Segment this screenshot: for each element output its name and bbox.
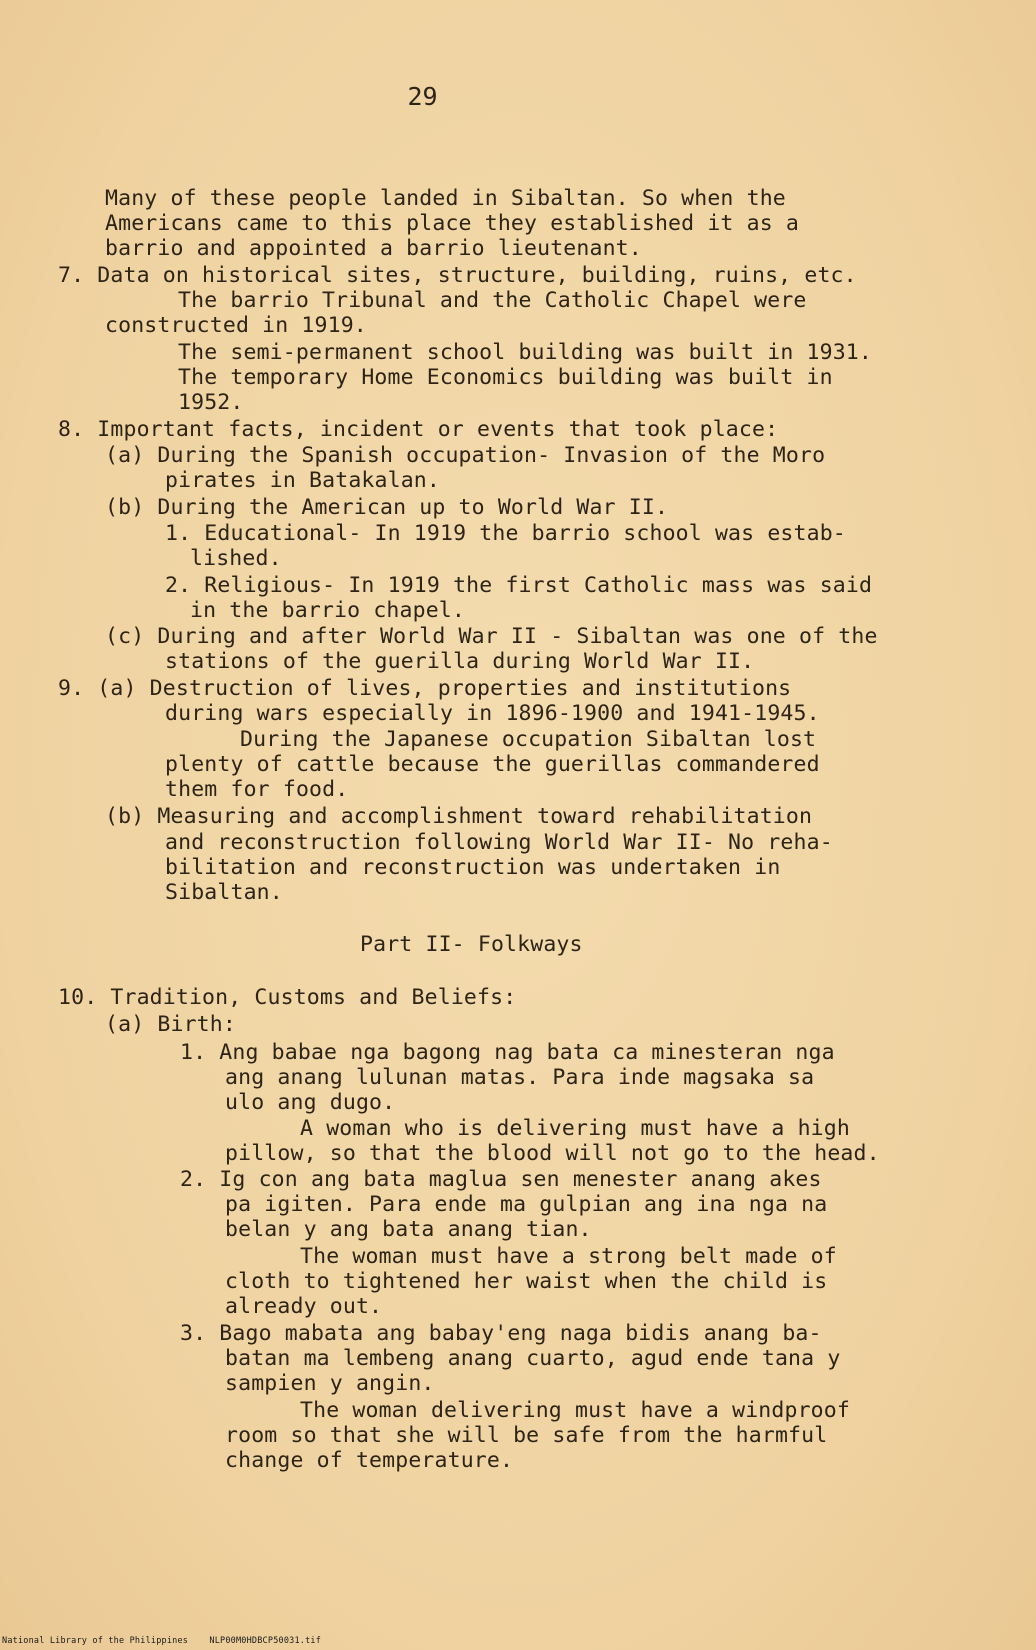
text-line: ang anang lulunan matas. Para inde magsaka sa <box>225 1065 815 1090</box>
text-line: in the barrio chapel. <box>190 598 465 623</box>
text-line: The woman must have a strong belt made of <box>300 1244 837 1269</box>
text-line: them for food. <box>165 777 349 802</box>
text-line: 7. Data on historical sites, structure, building, ruins, etc. <box>58 263 857 288</box>
text-line: during wars especially in 1896-1900 and 1941-1945. <box>165 701 820 726</box>
text-line: The barrio Tribunal and the Catholic Chapel were <box>178 288 807 313</box>
text-line: batan ma lembeng anang cuarto, agud ende tana y <box>225 1346 841 1371</box>
text-line: cloth to tightened her waist when the child is <box>225 1269 828 1294</box>
section-heading: Part II- Folkways <box>360 932 583 957</box>
text-line: barrio and appointed a barrio lieutenant. <box>105 236 642 261</box>
text-line: bilitation and reconstruction was undertaken in <box>165 855 781 880</box>
text-line: change of temperature. <box>225 1448 514 1473</box>
text-line: Sibaltan. <box>165 880 283 905</box>
text-line: 2. Ig con ang bata maglua sen menester anang akes <box>180 1167 822 1192</box>
text-line: plenty of cattle because the guerillas commandered <box>165 752 820 777</box>
text-line: pa igiten. Para ende ma gulpian ang ina nga na <box>225 1192 828 1217</box>
text-line: Americans came to this place they established it as a <box>105 211 799 236</box>
text-line: 8. Important facts, incident or events that took place: <box>58 417 779 442</box>
text-line: During the Japanese occupation Sibaltan lost <box>240 727 817 752</box>
text-line: lished. <box>190 546 282 571</box>
text-line: already out. <box>225 1294 383 1319</box>
text-line: (c) During and after World War II - Sibaltan was one of the <box>105 624 878 649</box>
text-line: room so that she will be safe from the harmful <box>225 1423 828 1448</box>
text-line: and reconstruction following World War II- No reha- <box>165 830 833 855</box>
text-line: The woman delivering must have a windproof <box>300 1398 850 1423</box>
text-line: 1. Ang babae nga bagong nag bata ca minesteran nga <box>180 1040 835 1065</box>
page-number: 29 <box>407 82 438 111</box>
text-line: A woman who is delivering must have a high <box>300 1116 850 1141</box>
text-line: The temporary Home Economics building was built in <box>178 365 833 390</box>
text-line: pirates in Batakalan. <box>165 468 440 493</box>
text-line: Many of these people landed in Sibaltan. So when the <box>105 186 786 211</box>
text-line: The semi-permanent school building was built in 1931. <box>178 340 872 365</box>
text-line: 9. (a) Destruction of lives, properties and institutions <box>58 676 792 701</box>
text-line: (a) During the Spanish occupation- Invasion of the Moro <box>105 443 826 468</box>
text-line: (b) Measuring and accomplishment toward rehabilitation <box>105 804 813 829</box>
text-line: 3. Bago mabata ang babay'eng naga bidis anang ba- <box>180 1321 822 1346</box>
text-line: 1952. <box>178 390 244 415</box>
text-line: stations of the guerilla during World War II. <box>165 649 755 674</box>
text-line: (b) During the American up to World War II. <box>105 495 669 520</box>
text-line: 10. Tradition, Customs and Beliefs: <box>58 985 517 1010</box>
text-line: constructed in 1919. <box>105 313 367 338</box>
text-line: 1. Educational- In 1919 the barrio school was estab- <box>165 521 846 546</box>
text-line: 2. Religious- In 1919 the first Catholic mass was said <box>165 573 873 598</box>
text-line: pillow, so that the blood will not go to the head. <box>225 1141 880 1166</box>
archive-footer: National Library of the Philippines NLP00M0HDBCP50031.tif <box>2 1636 322 1646</box>
text-line: ulo ang dugo. <box>225 1090 396 1115</box>
text-line: sampien y angin. <box>225 1371 435 1396</box>
text-line: belan y ang bata anang tian. <box>225 1217 592 1242</box>
text-line: (a) Birth: <box>105 1012 236 1037</box>
